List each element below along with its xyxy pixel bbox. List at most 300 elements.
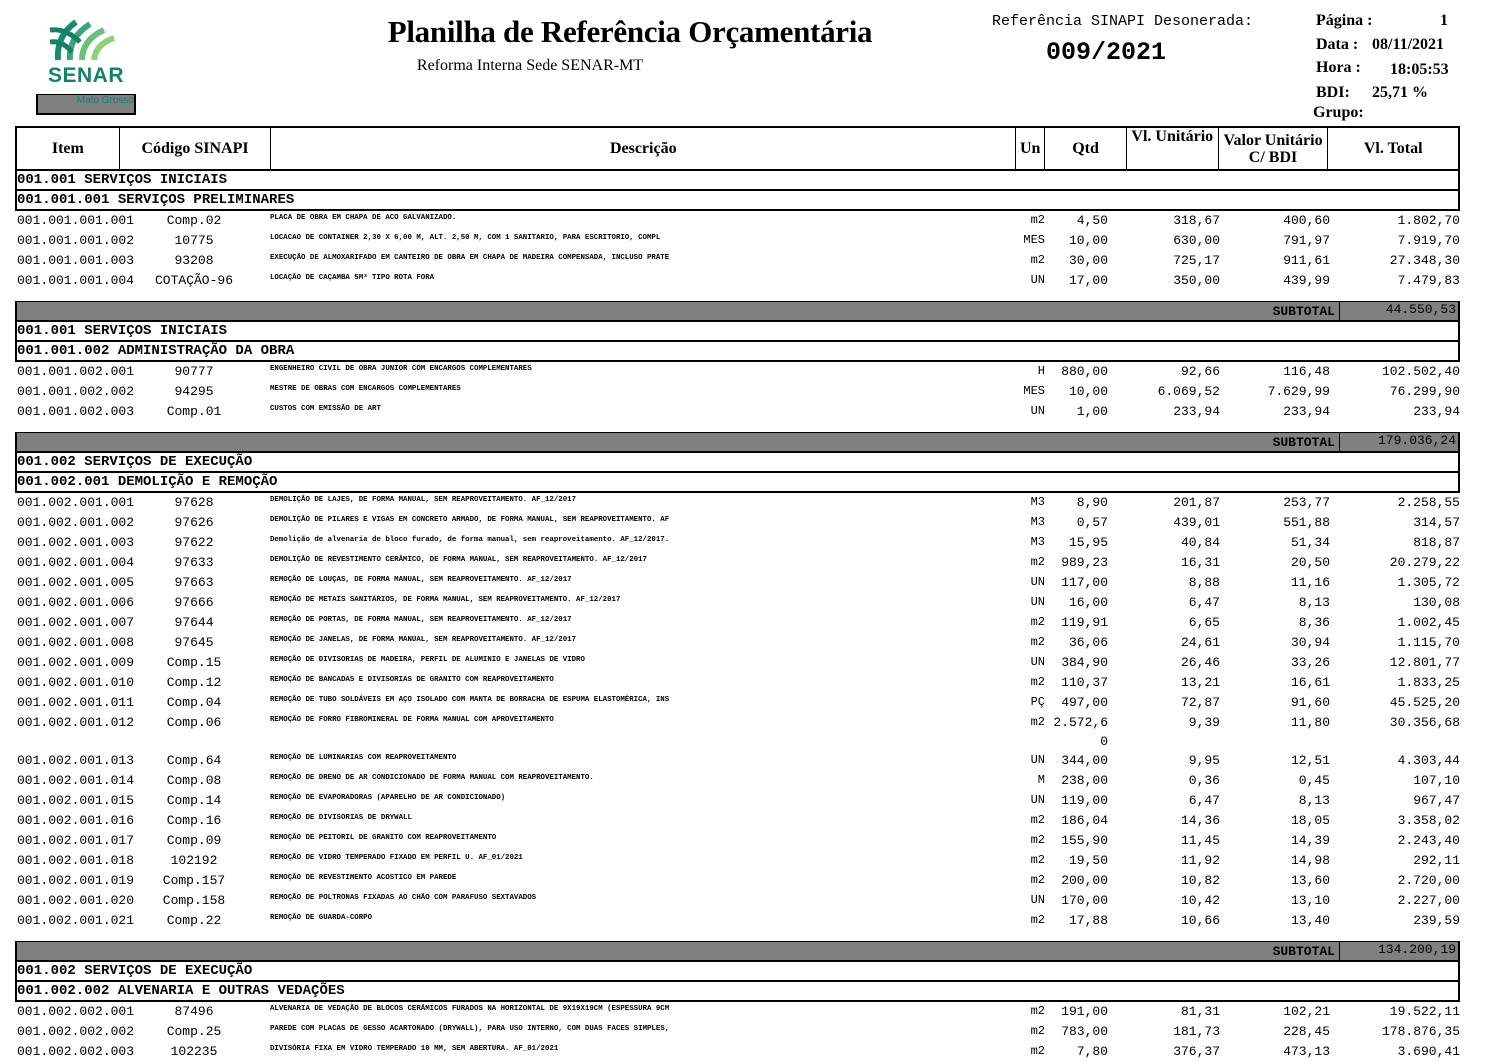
sinapi-code-cell — [118, 713, 270, 751]
table-row — [15, 573, 1460, 593]
unit-value: 16,31 — [1180, 555, 1220, 570]
item-description: REMOÇÃO DE GUARDA-CORPO — [270, 914, 373, 922]
col-item: Item — [17, 128, 120, 169]
col-code: Código SINAPI — [120, 128, 272, 169]
item-number: 001.001.002.002 — [17, 384, 135, 399]
item-number: 001.002.001.007 — [17, 615, 135, 630]
item-unit: UN — [1030, 273, 1045, 287]
unit-value: 11,45 — [1180, 833, 1220, 848]
table-row — [15, 533, 1460, 553]
item-number: 001.002.001.008 — [17, 635, 135, 650]
unit-value: 6,47 — [1188, 793, 1220, 808]
sinapi-code: Comp.15 — [166, 655, 222, 670]
unit-value-bdi: 14,98 — [1290, 853, 1330, 868]
item-description: EXECUÇÃO DE ALMOXARIFADO EM CANTEIRO DE OBRA EM CHAPA DE MADEIRA COMPENSADA, INCLUSO PRATE — [270, 254, 670, 262]
sinapi-code-cell — [118, 653, 270, 673]
sinapi-code-cell — [118, 533, 270, 553]
sinapi-code: Comp.14 — [166, 793, 222, 808]
unit-value-bdi: 11,16 — [1290, 575, 1330, 590]
item-description: DEMOLIÇÃO DE REVESTIMENTO CERÂMICO, DE FORMA MANUAL, SEM REAPROVEITAMENTO. AF_12/2017 — [270, 556, 647, 564]
unit-value: 9,95 — [1188, 753, 1220, 768]
sinapi-code: Comp.22 — [166, 913, 222, 928]
table-row — [15, 791, 1460, 811]
sinapi-code-cell — [118, 851, 270, 871]
item-description: REMOÇÃO DE DIVISORIAS DE MADEIRA, PERFIL DE ALUMINIO E JANELAS DE VIDRO — [270, 656, 585, 664]
item-unit: MES — [1023, 384, 1045, 398]
table-row — [15, 271, 1460, 291]
sinapi-code-cell — [118, 553, 270, 573]
sinapi-code-cell — [118, 593, 270, 613]
item-unit: m2 — [1030, 213, 1045, 227]
sinapi-code: Comp.09 — [166, 833, 222, 848]
table-row — [15, 751, 1460, 771]
item-quantity: 15,95 — [1068, 535, 1108, 550]
unit-value-bdi: 11,80 — [1290, 715, 1330, 730]
unit-value-bdi: 228,45 — [1283, 1024, 1330, 1039]
unit-value: 26,46 — [1180, 655, 1220, 670]
item-quantity: 155,90 — [1061, 833, 1108, 848]
total-value: 7.919,70 — [1397, 233, 1460, 248]
sinapi-code-cell — [118, 573, 270, 593]
quantity-cell — [1046, 713, 1128, 751]
item-description: Demolição de alvenaria de bloco furado, de forma manual, sem reaproveitamento. AF_12/2017. — [270, 536, 670, 544]
item-unit: m2 — [1030, 715, 1045, 729]
sinapi-code: Comp.06 — [166, 715, 222, 730]
quantity-cell — [1046, 1042, 1128, 1062]
item-number: 001.001.002.003 — [17, 404, 135, 419]
item-unit: m2 — [1030, 913, 1045, 927]
section-heading: 001.002 SERVIÇOS DE EXECUÇÃO — [15, 962, 1460, 982]
unit-value: 6,65 — [1188, 615, 1220, 630]
sinapi-code-cell — [118, 1042, 270, 1062]
total-value: 45.525,20 — [1389, 695, 1460, 710]
item-unit: M3 — [1030, 515, 1045, 529]
sinapi-code: Comp.157 — [162, 873, 226, 888]
item-quantity: 117,00 — [1061, 575, 1108, 590]
item-quantity: 19,50 — [1068, 853, 1108, 868]
item-number: 001.002.001.009 — [17, 655, 135, 670]
sinapi-code: Comp.25 — [166, 1024, 222, 1039]
unit-value: 14,36 — [1180, 813, 1220, 828]
quantity-cell — [1046, 382, 1128, 402]
unit-value-bdi: 551,88 — [1283, 515, 1330, 530]
logo-subtitle: Mato Grosso — [36, 94, 136, 115]
sinapi-code: Comp.01 — [166, 404, 222, 419]
item-number: 001.001.002.001 — [17, 364, 135, 379]
total-value: 967,47 — [1413, 793, 1460, 808]
unit-value: 13,21 — [1180, 675, 1220, 690]
sinapi-code-cell — [118, 402, 270, 422]
item-unit: m2 — [1030, 833, 1045, 847]
subtotal-value: 44.550,53 — [1385, 302, 1456, 317]
table-row — [15, 911, 1460, 931]
unit-value-bdi: 8,13 — [1298, 595, 1330, 610]
unit-value-bdi: 911,61 — [1283, 253, 1330, 268]
sinapi-code: 94295 — [174, 384, 214, 399]
table-row — [15, 633, 1460, 653]
sinapi-code: 97644 — [174, 615, 214, 630]
item-number: 001.001.001.004 — [17, 273, 135, 288]
item-number: 001.002.001.010 — [17, 675, 135, 690]
total-value: 27.348,30 — [1389, 253, 1460, 268]
total-value: 76.299,90 — [1389, 384, 1460, 399]
unit-value: 40,84 — [1180, 535, 1220, 550]
total-value: 818,87 — [1413, 535, 1460, 550]
item-number: 001.002.001.016 — [17, 813, 135, 828]
item-quantity: 783,00 — [1061, 1024, 1108, 1039]
sinapi-code: 97628 — [174, 495, 214, 510]
sinapi-code: Comp.08 — [166, 773, 222, 788]
bdi-label: BDI: — [1316, 84, 1350, 101]
unit-value: 725,17 — [1173, 253, 1220, 268]
item-quantity: 7,80 — [1076, 1044, 1108, 1059]
total-value: 178.876,35 — [1381, 1024, 1460, 1039]
table-row — [15, 851, 1460, 871]
quantity-cell — [1046, 851, 1128, 871]
item-description: REMOÇÃO DE METAIS SANITÁRIOS, DE FORMA MANUAL, SEM REAPROVEITAMENTO. AF_12/2017 — [270, 596, 621, 604]
unit-value-bdi: 13,40 — [1290, 913, 1330, 928]
sinapi-code-cell — [118, 673, 270, 693]
sinapi-code: 87496 — [174, 1004, 214, 1019]
item-quantity: 10,00 — [1068, 384, 1108, 399]
table-row — [15, 513, 1460, 533]
quantity-cell — [1046, 231, 1128, 251]
sinapi-code: 102192 — [170, 853, 218, 868]
item-quantity: 200,00 — [1061, 873, 1108, 888]
item-quantity: 170,00 — [1061, 893, 1108, 908]
sinapi-code: Comp.158 — [162, 893, 226, 908]
item-description: REMOÇÃO DE TUBO SOLDÁVEIS EM AÇO ISOLADO COM MANTA DE BORRACHA DE ESPUMA ELASTOMÉRICA, INS — [270, 696, 670, 704]
sinapi-code: Comp.16 — [166, 813, 222, 828]
item-description: REMOÇÃO DE DIVISORIAS DE DRYWALL — [270, 814, 412, 822]
unit-value-bdi: 13,10 — [1290, 893, 1330, 908]
unit-value-bdi: 0,45 — [1298, 773, 1330, 788]
sinapi-code-cell — [118, 871, 270, 891]
date-label: Data : — [1316, 36, 1359, 53]
sinapi-code-cell — [118, 771, 270, 791]
sinapi-code-cell — [118, 271, 270, 291]
item-description: REMOÇÃO DE BANCADAS E DIVISORIAS DE GRANITO COM REAPROVEITAMENTO — [270, 676, 554, 684]
unit-value: 0,36 — [1188, 773, 1220, 788]
sinapi-code: 97663 — [174, 575, 214, 590]
unit-value: 24,61 — [1180, 635, 1220, 650]
unit-value-bdi: 8,13 — [1298, 793, 1330, 808]
item-unit: m2 — [1030, 615, 1045, 629]
item-quantity: 497,00 — [1061, 695, 1108, 710]
subtotal-row — [15, 432, 1460, 453]
total-value: 4.303,44 — [1397, 753, 1460, 768]
table-row — [15, 771, 1460, 791]
item-number: 001.002.001.020 — [17, 893, 135, 908]
sinapi-code-cell — [118, 693, 270, 713]
bdi-value: 25,71 % — [1372, 84, 1428, 101]
sinapi-code-cell — [118, 911, 270, 931]
unit-value: 233,94 — [1173, 404, 1220, 419]
item-description: REMOÇÃO DE PEITORIL DE GRANITO COM REAPROVEITAMENTO — [270, 834, 497, 842]
item-unit: m2 — [1030, 1044, 1045, 1058]
total-value: 3.690,41 — [1397, 1044, 1460, 1059]
total-value: 2.243,40 — [1397, 833, 1460, 848]
item-quantity: 17,88 — [1068, 913, 1108, 928]
item-unit: m2 — [1030, 1024, 1045, 1038]
table-row — [15, 693, 1460, 713]
subtotal-label: SUBTOTAL — [1273, 433, 1340, 451]
section-heading: 001.001 SERVIÇOS INICIAIS — [15, 322, 1460, 342]
page-value: 1 — [1440, 12, 1448, 29]
item-number: 001.002.001.015 — [17, 793, 135, 808]
item-description: DIVISÓRIA FIXA EM VIDRO TEMPERADO 10 MM, SEM ABERTURA. AF_01/2021 — [270, 1045, 559, 1053]
table-row — [15, 811, 1460, 831]
unit-value: 318,67 — [1173, 213, 1220, 228]
subtotal-row — [15, 941, 1460, 962]
time-value: 18:05:53 — [1390, 61, 1449, 78]
section-heading: 001.002.002 ALVENARIA E OUTRAS VEDAÇÕES — [15, 982, 1460, 1002]
quantity-cell — [1046, 613, 1128, 633]
logo-brand: SENAR — [47, 64, 124, 87]
total-value: 1.833,25 — [1397, 675, 1460, 690]
item-description: ENGENHEIRO CIVIL DE OBRA JUNIOR COM ENCARGOS COMPLEMENTARES — [270, 365, 532, 373]
total-value: 30.356,68 — [1389, 715, 1460, 730]
quantity-cell — [1046, 891, 1128, 911]
item-quantity: 119,00 — [1061, 793, 1108, 808]
item-unit: PÇ — [1030, 695, 1045, 709]
total-value: 3.358,02 — [1397, 813, 1460, 828]
unit-value-bdi: 14,39 — [1290, 833, 1330, 848]
sinapi-code-cell — [118, 211, 270, 231]
table-row — [15, 1002, 1460, 1022]
item-number: 001.001.001.003 — [17, 253, 135, 268]
unit-value: 72,87 — [1180, 695, 1220, 710]
sinapi-code-cell — [118, 791, 270, 811]
unit-value-bdi: 473,13 — [1283, 1044, 1330, 1059]
item-quantity: 119,91 — [1061, 615, 1108, 630]
item-description: CUSTOS COM EMISSÃO DE ART — [270, 405, 381, 413]
item-unit: M3 — [1030, 535, 1045, 549]
sinapi-code: 97633 — [174, 555, 214, 570]
item-number: 001.002.001.013 — [17, 753, 135, 768]
table-row — [15, 231, 1460, 251]
item-description: REMOÇÃO DE LUMINARIAS COM REAPROVEITAMENTO — [270, 754, 457, 762]
col-unit: Un — [1016, 128, 1045, 169]
col-total-value: Vl. Total — [1363, 140, 1423, 157]
item-number: 001.002.001.005 — [17, 575, 135, 590]
item-description: REMOÇÃO DE FORRO FIBROMINERAL DE FORMA MANUAL COM APROVEITAMENTO — [270, 716, 554, 724]
item-number: 001.002.001.021 — [17, 913, 135, 928]
item-quantity: 186,04 — [1061, 813, 1108, 828]
subtotal-value: 179.036,24 — [1377, 433, 1456, 448]
quantity-cell — [1046, 271, 1128, 291]
item-unit: m2 — [1030, 675, 1045, 689]
quantity-cell — [1046, 911, 1128, 931]
quantity-cell — [1046, 251, 1128, 271]
table-body — [15, 171, 1460, 1062]
item-unit: MES — [1023, 233, 1045, 247]
item-description: REMOÇÃO DE LOUÇAS, DE FORMA MANUAL, SEM REAPROVEITAMENTO. AF_12/2017 — [270, 576, 572, 584]
quantity-cell — [1046, 871, 1128, 891]
table-row — [15, 382, 1460, 402]
unit-value: 6,47 — [1188, 595, 1220, 610]
table-row — [15, 251, 1460, 271]
quantity-cell — [1046, 653, 1128, 673]
unit-value: 11,92 — [1180, 853, 1220, 868]
sinapi-code: 97666 — [174, 595, 214, 610]
item-quantity: 191,00 — [1061, 1004, 1108, 1019]
total-value: 2.720,00 — [1397, 873, 1460, 888]
section-heading: 001.001.002 ADMINISTRAÇÃO DA OBRA — [15, 342, 1460, 362]
sinapi-code-cell — [118, 1002, 270, 1022]
reference-label: Referência SINAPI Desonerada: — [992, 13, 1254, 30]
quantity-cell — [1046, 771, 1128, 791]
unit-value-bdi: 12,51 — [1290, 753, 1330, 768]
quantity-cell — [1046, 402, 1128, 422]
table-row — [15, 1022, 1460, 1042]
item-number: 001.002.001.006 — [17, 595, 135, 610]
quantity-cell — [1046, 693, 1128, 713]
unit-value: 10,42 — [1180, 893, 1220, 908]
item-description: LOCACAO DE CONTAINER 2,30 X 6,00 M, ALT. 2,50 M, COM 1 SANITARIO, PARA ESCRITORIO, COMPL — [270, 234, 661, 242]
unit-value: 8,88 — [1188, 575, 1220, 590]
item-unit: UN — [1030, 404, 1045, 418]
item-description: REMOÇÃO DE DRENO DE AR CONDICIONADO DE FORMA MANUAL COM REAPROVEITAMENTO. — [270, 774, 594, 782]
total-value: 239,59 — [1413, 913, 1460, 928]
quantity-cell — [1046, 633, 1128, 653]
item-number: 001.002.001.017 — [17, 833, 135, 848]
unit-value-bdi: 116,48 — [1283, 364, 1330, 379]
unit-value-bdi: 233,94 — [1283, 404, 1330, 419]
item-unit: UN — [1030, 655, 1045, 669]
sinapi-code-cell — [118, 251, 270, 271]
quantity-cell — [1046, 553, 1128, 573]
quantity-cell — [1046, 791, 1128, 811]
item-number: 001.001.001.001 — [17, 213, 135, 228]
item-number: 001.002.001.003 — [17, 535, 135, 550]
item-number: 001.002.001.018 — [17, 853, 135, 868]
sinapi-code-cell — [118, 493, 270, 513]
table-row — [15, 1042, 1460, 1062]
quantity-cell — [1046, 673, 1128, 693]
quantity-cell — [1046, 493, 1128, 513]
total-value: 107,10 — [1413, 773, 1460, 788]
quantity-cell — [1046, 751, 1128, 771]
item-unit: m2 — [1030, 853, 1045, 867]
sinapi-code: Comp.04 — [166, 695, 222, 710]
total-value: 1.115,70 — [1397, 635, 1460, 650]
quantity-cell — [1046, 533, 1128, 553]
total-value: 19.522,11 — [1389, 1004, 1460, 1019]
item-unit: m2 — [1030, 813, 1045, 827]
sinapi-code: 90777 — [174, 364, 214, 379]
table-header — [15, 126, 1460, 171]
item-quantity: 17,00 — [1068, 273, 1108, 288]
item-quantity: 4,50 — [1076, 213, 1108, 228]
section-heading: 001.001.001 SERVIÇOS PRELIMINARES — [15, 191, 1460, 211]
quantity-cell — [1046, 1002, 1128, 1022]
sinapi-code-cell — [118, 613, 270, 633]
sinapi-code: Comp.12 — [166, 675, 222, 690]
item-number: 001.002.001.001 — [17, 495, 135, 510]
total-value: 292,11 — [1413, 853, 1460, 868]
unit-value-bdi: 51,34 — [1290, 535, 1330, 550]
col-unit-value-bdi: Valor Unitário C/ BDI — [1219, 128, 1329, 169]
date-value: 08/11/2021 — [1372, 36, 1445, 53]
item-number: 001.002.001.012 — [17, 715, 135, 730]
sinapi-code-cell — [118, 633, 270, 653]
quantity-cell — [1046, 513, 1128, 533]
sinapi-code-cell — [118, 751, 270, 771]
quantity-cell — [1046, 831, 1128, 851]
time-label: Hora : — [1316, 59, 1361, 76]
item-description: MESTRE DE OBRAS COM ENCARGOS COMPLEMENTARES — [270, 385, 461, 393]
sinapi-code: 97645 — [174, 635, 214, 650]
table-row — [15, 362, 1460, 382]
item-description: REMOÇÃO DE JANELAS, DE FORMA MANUAL, SEM REAPROVEITAMENTO. AF_12/2017 — [270, 636, 577, 644]
item-number: 001.002.001.002 — [17, 515, 135, 530]
item-description: DEMOLIÇÃO DE PILARES E VIGAS EM CONCRETO ARMADO, DE FORMA MANUAL, SEM REAPROVEITAMENTO. AF — [270, 516, 670, 524]
item-unit: m2 — [1030, 1004, 1045, 1018]
subtotal-row — [15, 301, 1460, 322]
item-quantity: 8,90 — [1076, 495, 1108, 510]
total-value: 314,57 — [1413, 515, 1460, 530]
total-value: 2.258,55 — [1397, 495, 1460, 510]
unit-value-bdi: 253,77 — [1283, 495, 1330, 510]
section-heading: 001.002 SERVIÇOS DE EXECUÇÃO — [15, 453, 1460, 473]
item-unit: UN — [1030, 753, 1045, 767]
item-description: PLACA DE OBRA EM CHAPA DE ACO GALVANIZADO. — [270, 214, 457, 222]
item-unit: m2 — [1030, 873, 1045, 887]
sinapi-code: 10775 — [174, 233, 214, 248]
unit-value-bdi: 91,60 — [1290, 695, 1330, 710]
table-row — [15, 871, 1460, 891]
item-unit: UN — [1030, 793, 1045, 807]
sinapi-code-cell — [118, 811, 270, 831]
sinapi-code: COTAÇÃO-96 — [154, 273, 233, 288]
item-unit: UN — [1030, 575, 1045, 589]
sinapi-code-cell — [118, 362, 270, 382]
total-value: 2.227,00 — [1397, 893, 1460, 908]
item-quantity: 30,00 — [1068, 253, 1108, 268]
unit-value-bdi: 20,50 — [1290, 555, 1330, 570]
item-quantity: 0,57 — [1076, 515, 1108, 530]
quantity-cell — [1046, 362, 1128, 382]
section-heading: 001.001 SERVIÇOS INICIAIS — [15, 171, 1460, 191]
item-quantity: 110,37 — [1061, 675, 1108, 690]
unit-value-bdi: 791,97 — [1283, 233, 1330, 248]
table-row — [15, 211, 1460, 231]
item-description: ALVENARIA DE VEDAÇÃO DE BLOCOS CERÂMICOS FURADOS NA HORIZONTAL DE 9X19X19CM (ESPESSURA 9CM — [270, 1005, 670, 1013]
item-number: 001.002.001.011 — [17, 695, 135, 710]
unit-value: 6.069,52 — [1157, 384, 1220, 399]
unit-value: 92,66 — [1180, 364, 1220, 379]
table-row — [15, 713, 1460, 751]
unit-value: 10,82 — [1180, 873, 1220, 888]
col-description: Descrição — [271, 128, 1016, 169]
item-unit: M3 — [1030, 495, 1045, 509]
total-value: 1.305,72 — [1397, 575, 1460, 590]
col-quantity: Qtd — [1045, 128, 1127, 169]
table-row — [15, 493, 1460, 513]
item-quantity: 989,23 — [1061, 555, 1108, 570]
item-quantity: 880,00 — [1061, 364, 1108, 379]
subtotal-value: 134.200,19 — [1377, 942, 1456, 957]
table-row — [15, 593, 1460, 613]
sinapi-code: 97622 — [174, 535, 214, 550]
item-unit: m2 — [1030, 635, 1045, 649]
page-subtitle: Reforma Interna Sede SENAR-MT — [416, 57, 644, 74]
sinapi-code-cell — [118, 513, 270, 533]
item-number: 001.002.002.001 — [17, 1004, 135, 1019]
quantity-cell — [1046, 211, 1128, 231]
item-quantity: 2.572,60 — [1053, 715, 1108, 749]
